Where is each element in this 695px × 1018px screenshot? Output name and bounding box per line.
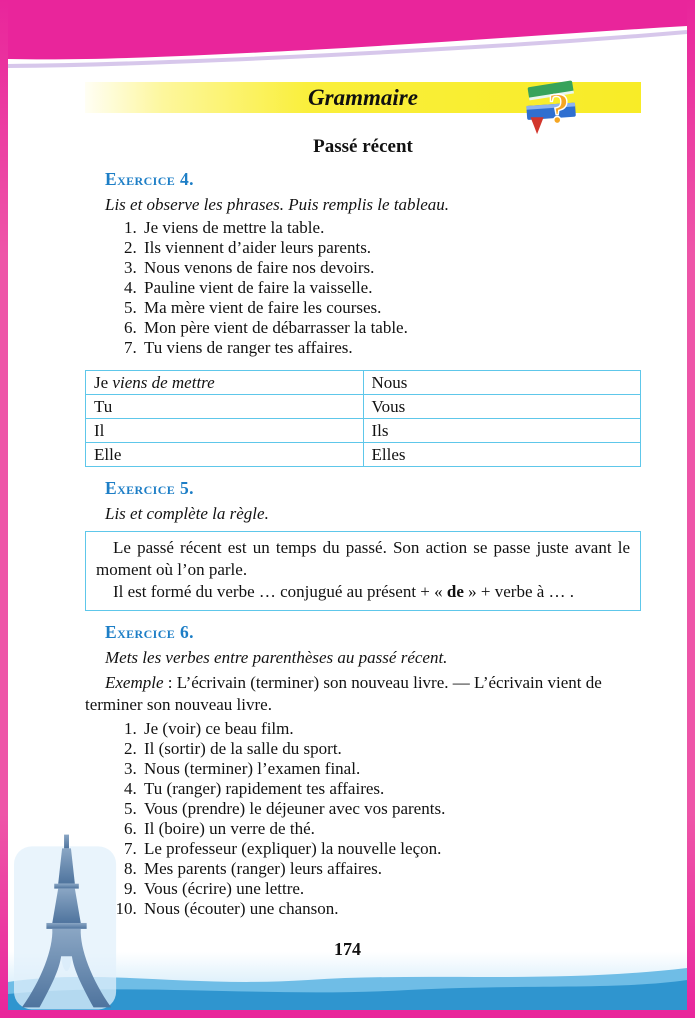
- example-text: : L’écrivain (terminer) son nouveau livre. — L’écrivain vient de terminer son nouveau livre.: [85, 673, 602, 714]
- page: [8, 0, 687, 1010]
- example-paragraph: [85, 672, 641, 716]
- list-item: 2. Ils viennent d’aider leurs parents.: [141, 238, 641, 258]
- cell-text-italic: viens de mettre: [112, 372, 215, 392]
- conjugation-table: [85, 370, 641, 467]
- list-item: 3. Nous (terminer) l’examen final.: [141, 759, 641, 779]
- exercise4-label: Exercice 4.: [105, 169, 194, 189]
- list-item: 1. Je (voir) ce beau film.: [141, 719, 641, 739]
- table-row: [86, 419, 641, 443]
- list-item: 10. Nous (écouter) une chanson.: [141, 899, 641, 919]
- list-item: 7. Tu viens de ranger tes affaires.: [141, 338, 641, 358]
- table-row: [86, 371, 641, 395]
- table-cell: [86, 371, 364, 395]
- chapter-title: Grammaire: [308, 85, 418, 110]
- table-cell: Elle: [86, 443, 364, 467]
- exercise5-instruction: Lis et complète la règle.: [105, 504, 269, 523]
- table-row: [86, 443, 641, 467]
- exercise4-instruction: Lis et observe les phrases. Puis remplis le tableau.: [105, 195, 450, 214]
- example-label: Exemple: [105, 673, 164, 692]
- top-border-decoration: [8, 0, 687, 82]
- table-cell: Tu: [86, 395, 364, 419]
- section-title: Passé récent: [313, 136, 413, 157]
- eiffel-tower-image: [14, 832, 122, 1010]
- list-item: 9. Vous (écrire) une lettre.: [141, 879, 641, 899]
- exercise6-label: Exercice 6.: [105, 622, 194, 642]
- cell-text: Je: [94, 372, 113, 392]
- exercise4-list: [85, 218, 641, 358]
- list-item: 4. Tu (ranger) rapidement tes affaires.: [141, 779, 641, 799]
- list-item: 6. Mon père vient de débarrasser la table.: [141, 318, 641, 338]
- list-item: 5. Ma mère vient de faire les courses.: [141, 298, 641, 318]
- rule-text-bold: de: [446, 582, 464, 601]
- table-cell: Il: [86, 419, 364, 443]
- list-item: 6. Il (boire) un verre de thé.: [141, 819, 641, 839]
- table-row: [86, 395, 641, 419]
- books-question-icon: [515, 76, 591, 136]
- chapter-banner: [85, 82, 641, 133]
- list-item: 4. Pauline vient de faire la vaisselle.: [141, 278, 641, 298]
- page-content: [85, 135, 641, 919]
- list-item: 3. Nous venons de faire nos devoirs.: [141, 258, 641, 278]
- table-cell: Ils: [363, 419, 641, 443]
- exercise6-instruction: Mets les verbes entre parenthèses au passé récent.: [105, 648, 448, 667]
- table-cell: Elles: [363, 443, 641, 467]
- svg-text:?: ?: [547, 85, 570, 133]
- page-number: 174: [334, 939, 361, 959]
- rule-box: [85, 531, 641, 611]
- rule-text: Il est formé du verbe … conjugué au présent + «: [113, 582, 447, 601]
- table-cell: Nous: [363, 371, 641, 395]
- list-item: 1. Je viens de mettre la table.: [141, 218, 641, 238]
- rule-line-1: Le passé récent est un temps du passé. Son action se passe juste avant le moment où l’on parle.: [96, 538, 630, 579]
- list-item: 2. Il (sortir) de la salle du sport.: [141, 739, 641, 759]
- list-item: 8. Mes parents (ranger) leurs affaires.: [141, 859, 641, 879]
- rule-text: » + verbe à … .: [463, 582, 575, 601]
- list-item: 5. Vous (prendre) le déjeuner avec vos parents.: [141, 799, 641, 819]
- table-cell: Vous: [363, 395, 641, 419]
- exercise6-list: [85, 719, 641, 919]
- list-item: 7. Le professeur (expliquer) la nouvelle leçon.: [141, 839, 641, 859]
- rule-line-2: [96, 581, 630, 603]
- exercise5-label: Exercice 5.: [105, 478, 194, 498]
